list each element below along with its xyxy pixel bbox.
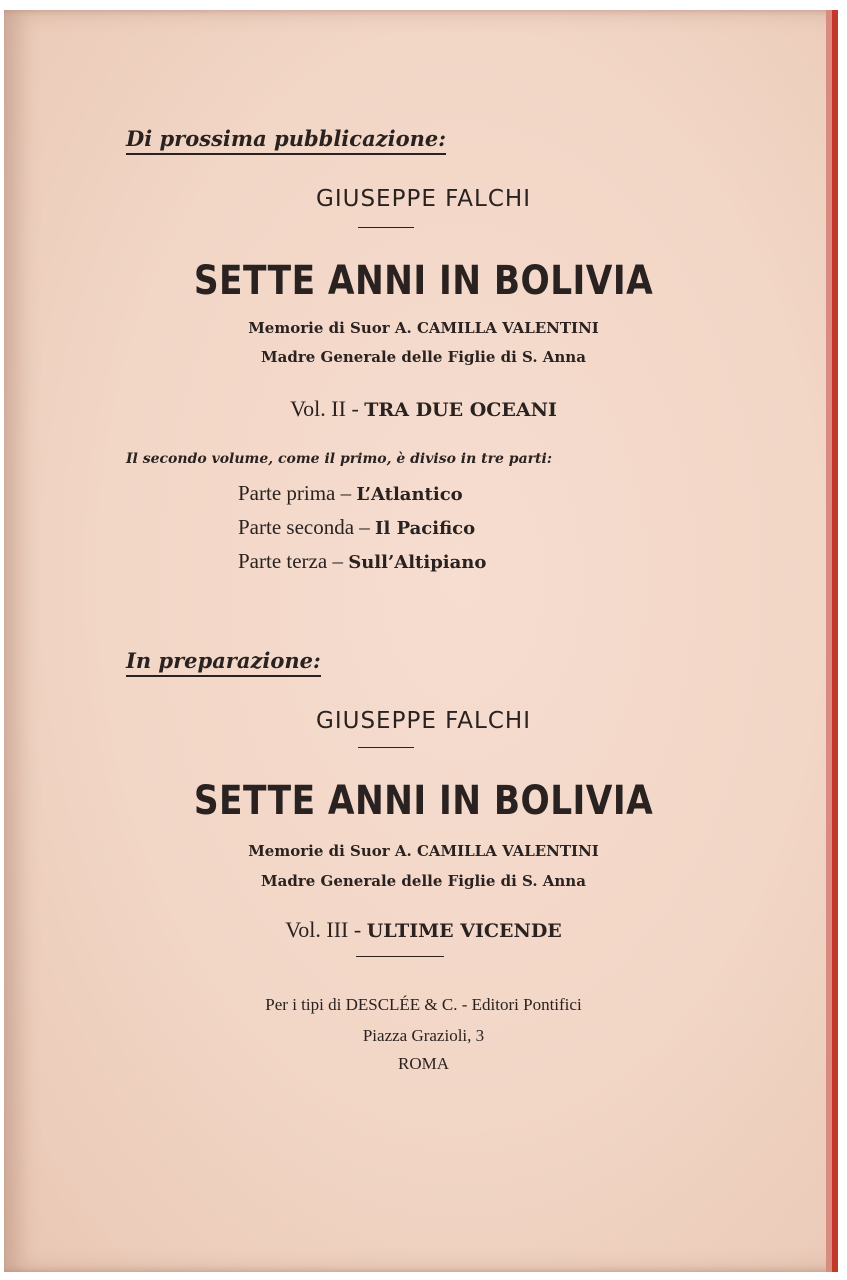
upcoming-volume (0, 396, 847, 422)
part-1-title: L’Atlantico (356, 484, 463, 505)
in-preparation-volume-prefix: Vol. III - (285, 917, 367, 942)
volume-rule (356, 956, 444, 957)
part-3 (238, 549, 486, 574)
part-2 (238, 515, 475, 540)
part-3-label: Parte terza (238, 549, 328, 573)
upcoming-intro: Il secondo volume, come il primo, è diviso in tre parti: (126, 451, 552, 467)
in-preparation-memoirs-line: Memorie di Suor A. CAMILLA VALENTINI (248, 842, 599, 860)
upcoming-heading: Di prossima pubblicazione: (126, 126, 446, 155)
upcoming-role-line: Madre Generale delle Figlie di S. Anna (261, 348, 586, 366)
part-2-title: Il Pacifico (375, 518, 476, 539)
upcoming-volume-prefix: Vol. II - (290, 396, 365, 421)
part-2-sep: – (354, 515, 376, 539)
upcoming-author: GIUSEPPE FALCHI (316, 186, 531, 212)
part-1-label: Parte prima (238, 481, 336, 505)
imprint-city: ROMA (397, 1054, 449, 1073)
in-preparation-volume (0, 917, 847, 943)
in-preparation-title: SETTE ANNI IN BOLIVIA (193, 778, 654, 824)
upcoming-volume-title: TRA DUE OCEANI (364, 399, 557, 421)
part-3-title: Sull’Altipiano (348, 552, 487, 573)
in-preparation-heading: In preparazione: (126, 648, 321, 677)
in-preparation-author: GIUSEPPE FALCHI (316, 708, 531, 734)
upcoming-title: SETTE ANNI IN BOLIVIA (193, 258, 654, 304)
imprint-address: Piazza Grazioli, 3 (362, 1026, 485, 1045)
imprint-publisher: Per i tipi di DESCLÉE & C. - Editori Pontifici (265, 995, 582, 1014)
in-preparation-role-line: Madre Generale delle Figlie di S. Anna (261, 872, 586, 890)
upcoming-memoirs-line: Memorie di Suor A. CAMILLA VALENTINI (248, 319, 599, 337)
part-1 (238, 481, 463, 506)
in-preparation-volume-title: ULTIME VICENDE (366, 920, 562, 942)
part-1-sep: – (335, 481, 357, 505)
upcoming-author-rule (358, 227, 414, 228)
part-3-sep: – (327, 549, 349, 573)
in-preparation-author-rule (358, 747, 414, 748)
part-2-label: Parte seconda (238, 515, 355, 539)
